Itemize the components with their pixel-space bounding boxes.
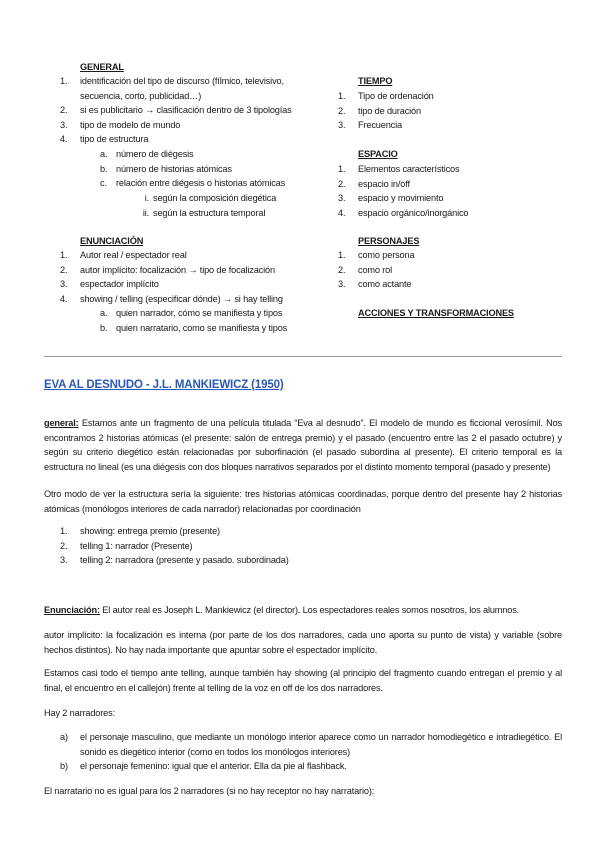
analysis-title: EVA AL DESNUDO - J.L. MANKIEWICZ (1950) [44,379,284,391]
otro-modo-paragraph: Otro modo de ver la estructura sería la siguiente: tres historias atómicas coordinadas, porque dentro del presente hay 2 historias atómicas (monólogos interiores de cada narrador) relacionadas por coordinación [44,489,562,514]
list-item: 2. telling 1: narrador (Presente) [60,540,193,551]
personajes-list [338,248,558,292]
structure-list [60,524,540,568]
list-item: 1. como persona [338,250,415,260]
list-item: 4. tipo de estructura [60,134,149,145]
list-item: 1. showing: entrega premio (presente) [60,526,220,536]
enunciacion-label: Enunciación: [44,605,100,615]
list-item: 3. tipo de modelo de mundo [60,119,181,130]
enunciacion-text: El autor real es Joseph L. Mankiewicz (el director). Los espectadores reales somos nosotros, los alumnos. [99,605,520,615]
list-item: 1. Tipo de ordenación [338,91,434,101]
general-heading: GENERAL [80,62,124,72]
hay-narradores-text: Hay 2 narradores: [44,708,115,718]
list-item: 4. espacio orgánico/inorgánico [338,207,469,218]
list-item: b) el personaje femenino: igual que el anterior. Ella da pie al flashback. [60,761,347,772]
list-item: 3. Frecuencia [338,120,402,131]
list-item: b. número de historias atómicas [100,163,232,174]
general-subsublist [142,191,353,220]
tiempo-heading: TIEMPO [358,76,393,86]
list-item: 3. espacio y movimiento [338,193,444,204]
autor-implicito-paragraph: autor implícito: la focalización es interna (por parte de los dos narradores, cada uno aporta su punto de vista) y variable (sobre hechos distintos). No hay nada importante que apuntar sobre el espectador implícito. [44,630,562,655]
list-item: a. número de diégesis [100,149,194,159]
list-item: 2. espacio in/off [338,178,410,189]
espacio-list [338,162,558,220]
list-item: b. quien narratario, como se manifiesta y tipos [100,322,288,333]
general-text: Estamos ante un fragmento de una película titulada “Eva al desnudo”. El modelo de mundo es ficcional verosímil. Nos encontramos 2 historias atómicas (el presente: salón de entrega premio) y el pasado (encuentro entre las 2 el pasado octubre) y según su criterio diegético están relacionadas por suborfinación (el pasado subordina al presente). El criterio temporal es la estructura no lineal (es una diégesis con dos bloques narrativos separados por el distinto momento temporal (pasado y presente) [44,418,562,472]
list-item: a. quien narrador, cómo se manifiesta y tipos [100,308,283,318]
list-item: ii. según la estructura temporal [142,207,266,218]
list-item: 2. autor implícito: focalización → tipo de focalización [60,264,275,275]
enunciacion-paragraph [44,603,562,618]
list-item: 2. como rol [338,264,393,275]
list-item: 3. telling 2: narradora (presente y pasado. subordinada) [60,555,289,566]
enunciacion-heading: ENUNCIACIÓN [80,236,144,246]
list-item: 3. espectador implícito [60,279,159,290]
showing-telling-paragraph: Estamos casi todo el tiempo ante telling, aunque también hay showing (al principio del fragmento cuando entregan el premio y al final, el encuentro en el callejón) frente al telling de la voz en off de los dos narradores. [44,668,562,693]
enunciacion-list [60,248,320,306]
list-item: 1. Elementos característicos [338,164,460,174]
general-label: general: [44,418,79,428]
enunciacion-sublist [100,306,326,335]
narratario-paragraph: El narratario no es igual para los 2 narradores (si no hay receptor no hay narratario): [44,786,375,796]
personajes-heading: PERSONAJES [358,236,420,246]
general-paragraph [44,416,562,474]
list-item: 2. si es publicitario → clasificación dentro de 3 tipologías [60,105,292,116]
acciones-heading: ACCIONES Y TRANSFORMACIONES [358,308,514,318]
general-sublist [100,147,336,191]
list-item: a) el personaje masculino, que mediante un monólogo interior aparece como un narrador homodiegético e intradiegético. El sonido es diegético interior (como en todos los monólogos interiores) [60,732,562,757]
list-item: 2. tipo de duración [338,105,421,116]
list-item: 3. como actante [338,279,412,290]
list-item: 4. showing / telling (especificar dónde) → si hay telling [60,293,283,304]
list-item: 1. identificación del tipo de discurso (fílmico, televisivo, secuencia, corto, publicidad…) [60,76,284,101]
espacio-heading: ESPACIO [358,149,398,159]
general-list [60,74,310,147]
list-item: c. relación entre diégesis o historias atómicas [100,178,286,189]
narradores-list [60,730,562,774]
list-item: i. según la composición diegética [144,193,277,203]
tiempo-list [338,89,558,133]
list-item: 1. Autor real / espectador real [60,250,187,260]
section-divider [44,356,562,357]
